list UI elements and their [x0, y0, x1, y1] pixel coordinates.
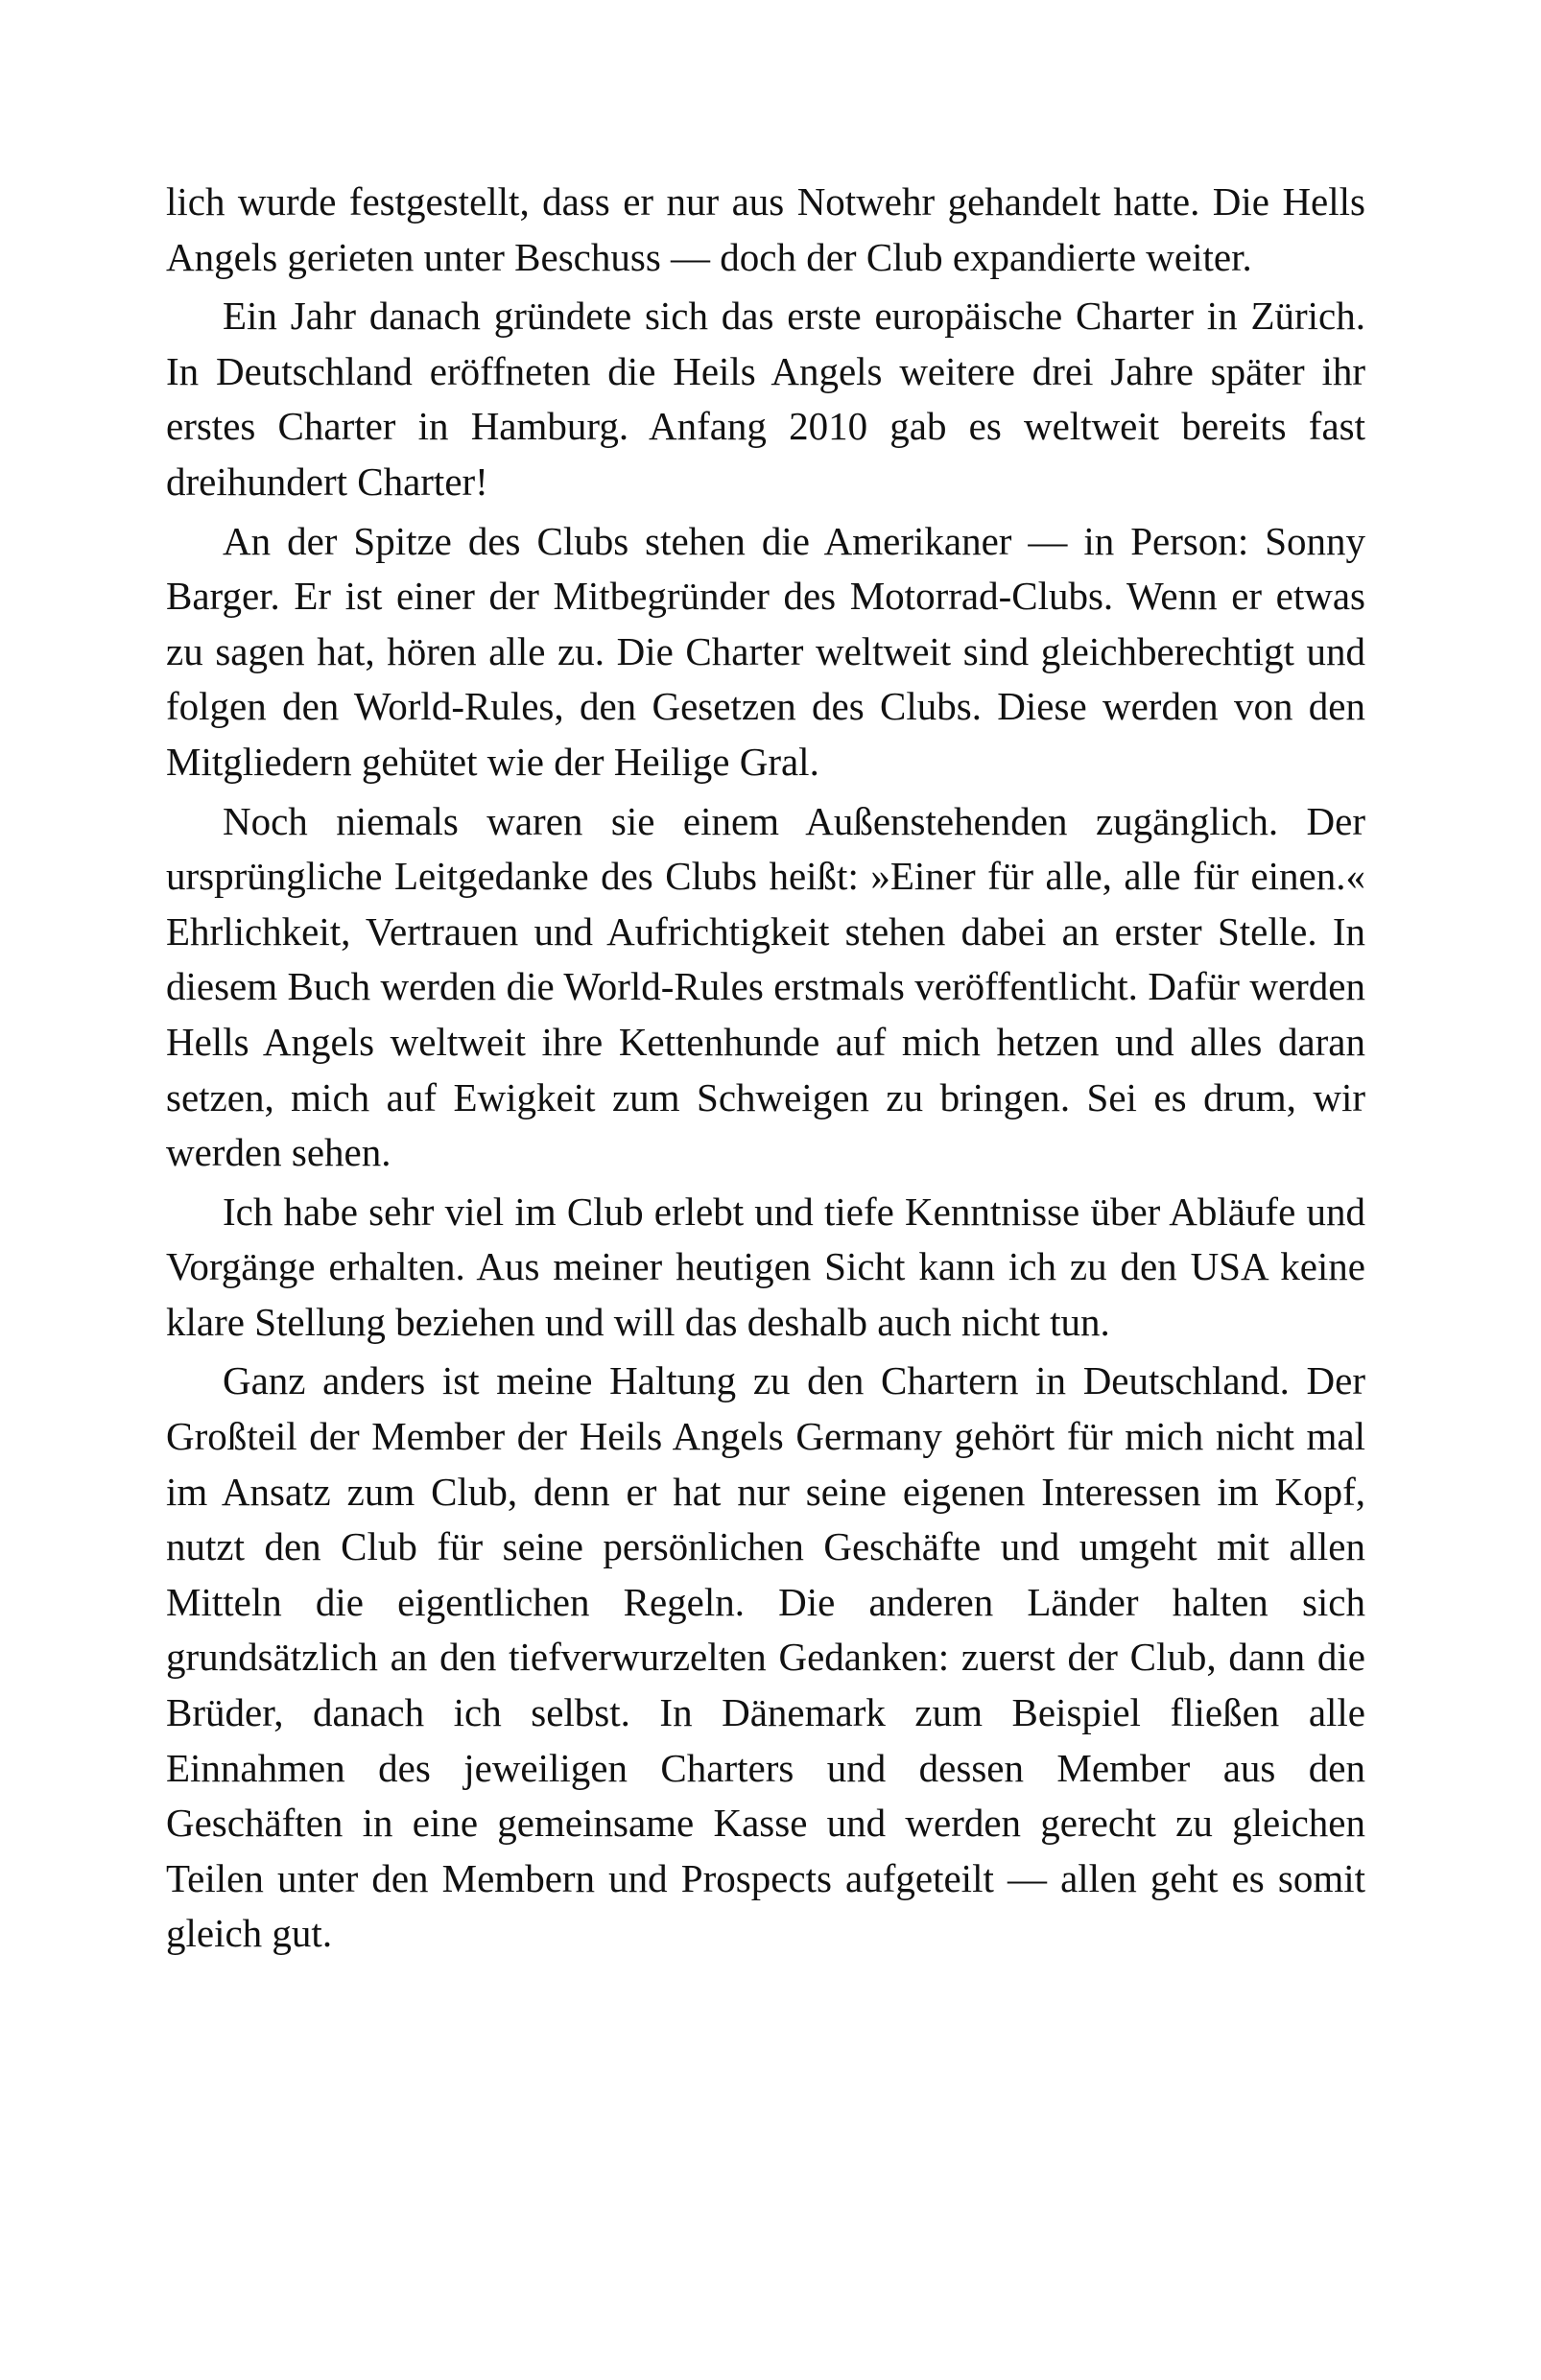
paragraph-6: Ganz anders ist meine Haltung zu den Chartern in Deutschland. Der Großteil der Member der Heils Angels Germany gehört für mich nicht mal im Ansatz zum Club, denn er hat nur seine eigenen Interessen im Kopf, nutzt den Club für seine persönlichen Geschäfte und umgeht mit allen Mitteln die eigentlichen Regeln. Die anderen Länder halten sich grundsätzlich an den tiefverwurzelten Gedanken: zuerst der Club, dann die Brüder, danach ich selbst. In Dänemark zum Beispiel fließen alle Einnahmen des jeweiligen Charters und dessen Member aus den Geschäften in eine gemeinsame Kasse und werden gerecht zu gleichen Teilen unter den Membern und Prospects aufgeteilt — allen geht es somit gleich gut. [166, 1358, 1365, 1956]
paragraph-2: Ein Jahr danach gründete sich das erste europäische Charter in Zürich. In Deutschland eröffneten die Heils Angels weitere drei Jahre später ihr erstes Charter in Hamburg. Anfang 2010 gab es weltweit bereits fast dreihundert Charter! [166, 294, 1365, 504]
paragraph-3: An der Spitze des Clubs stehen die Amerikaner — in Person: Sonny Barger. Er ist einer der Mitbegründer des Motorrad-Clubs. Wenn er etwas zu sagen hat, hören alle zu. Die Charter weltweit sind gleichberechtigt und folgen den World-Rules, den Gesetzen des Clubs. Diese werden von den Mitgliedern gehütet wie der Heilige Gral. [166, 518, 1365, 784]
paragraph-1: lich wurde festgestellt, dass er nur aus Notwehr gehandelt hatte. Die Hells Angels gerieten unter Beschuss — doch der Club expandierte weiter. [166, 179, 1365, 279]
body-text [166, 175, 1365, 1962]
paragraph-4: Noch niemals waren sie einem Außenstehenden zugänglich. Der ursprüngliche Leitgedanke des Clubs heißt: »Einer für alle, alle für einen.« Ehrlichkeit, Vertrauen und Aufrichtigkeit stehen dabei an erster Stelle. In diesem Buch werden die World-Rules erstmals veröffentlicht. Dafür werden Hells Angels weltweit ihre Kettenhunde auf mich hetzen und alles daran setzen, mich auf Ewigkeit zum Schweigen zu bringen. Sei es drum, wir werden sehen. [166, 798, 1365, 1175]
paragraph-5: Ich habe sehr viel im Club erlebt und tiefe Kenntnisse über Abläufe und Vorgänge erhalten. Aus meiner heutigen Sicht kann ich zu den USA keine klare Stellung beziehen und will das deshalb auch nicht tun. [166, 1189, 1365, 1344]
